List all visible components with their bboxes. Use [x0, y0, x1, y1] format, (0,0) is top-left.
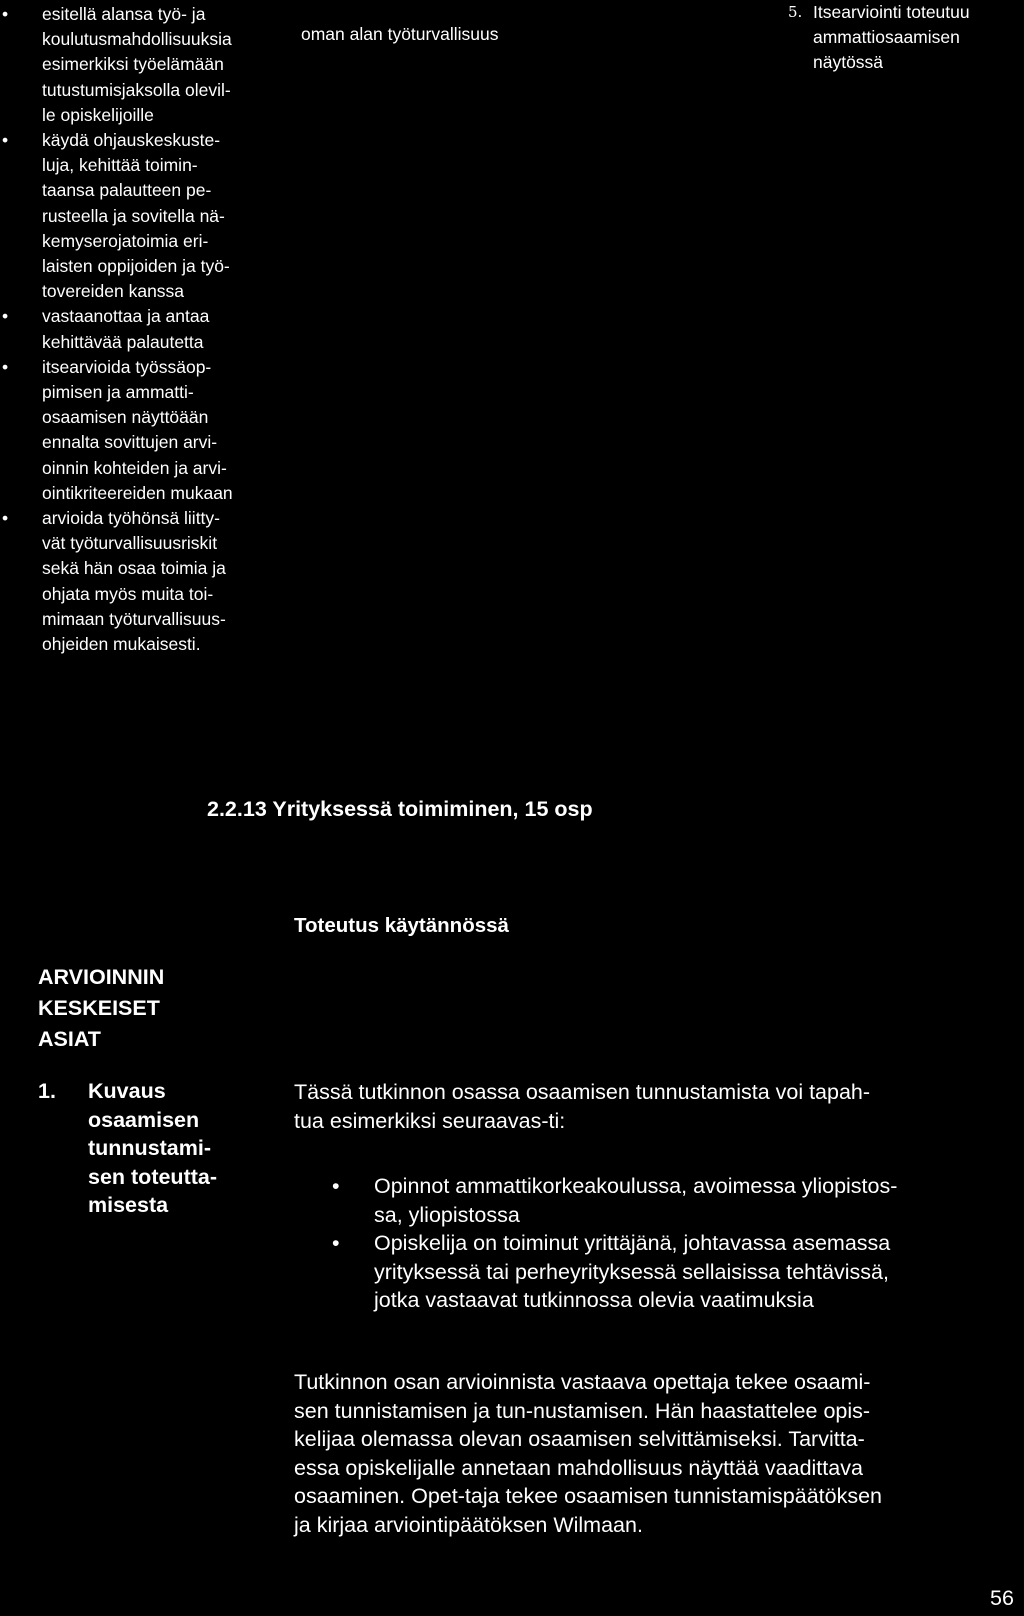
- item-line: Itsearviointi toteutuu: [813, 2, 970, 22]
- list-line: käydä ohjauskeskuste-: [42, 130, 221, 151]
- heading-line: ARVIOINNIN: [38, 965, 165, 989]
- list-line: ohjeiden mukaisesti.: [42, 634, 201, 655]
- paragraph-line: sen tunnistamisen ja tun-nustamisen. Hän haastattelee opis-: [294, 1398, 871, 1423]
- list-line: vät työturvallisuusriskit: [42, 533, 218, 554]
- heading-line: KESKEISET: [38, 996, 160, 1020]
- list-line: vastaanottaa ja antaa: [42, 306, 210, 327]
- list-line: esimerkiksi työelämään: [42, 54, 224, 75]
- list-line: oinnin kohteiden ja arvi-: [42, 457, 227, 478]
- criterion-number: 1.: [38, 1079, 56, 1103]
- section-heading: 2.2.13 Yrityksessä toimiminen, 15 osp: [207, 797, 593, 821]
- assessment-heading: [38, 962, 238, 1055]
- list-item: [294, 1229, 1024, 1315]
- list-line: Opinnot ammattikorkeakoulussa, avoimessa yliopistos-: [374, 1174, 898, 1198]
- list-line: esitellä alansa työ- ja: [42, 4, 206, 24]
- criterion-line: Kuvaus: [88, 1079, 166, 1103]
- criterion-line: sen toteutta-: [88, 1164, 217, 1189]
- list-line: le opiskelijoille: [42, 104, 154, 125]
- paragraph-line: kelijaa olemassa olevan osaamisen selvittämiseksi. Tarvitta-: [294, 1427, 865, 1451]
- description-paragraph: [294, 1368, 1024, 1539]
- list-line: tovereiden kanssa: [42, 281, 185, 302]
- paragraph-line: Tutkinnon osan arvioinnista vastaava opettaja tekee osaami-: [294, 1370, 871, 1394]
- list-line: arvioida työhönsä liitty-: [42, 508, 220, 529]
- list-line: laisten oppijoiden ja työ-: [42, 256, 230, 277]
- list-item: [294, 1172, 1024, 1229]
- page-number: 56: [990, 1586, 1014, 1610]
- item-line: näytössä: [813, 52, 884, 73]
- list-line: ohjata myös muita toi-: [42, 583, 214, 604]
- list-line: kehittävää palautetta: [42, 331, 204, 352]
- criterion-text: [88, 1077, 248, 1220]
- list-line: mimaan työturvallisuus-: [42, 608, 226, 629]
- bullet-icon: •: [332, 1231, 340, 1255]
- list-line: itsearvioida työssäop-: [42, 356, 212, 377]
- criterion-line: osaamisen: [88, 1107, 200, 1132]
- list-line: luja, kehittää toimin-: [42, 155, 198, 176]
- paragraph-line: osaaminen. Opet-taja tekee osaamisen tunnistamispäätöksen: [294, 1484, 883, 1508]
- list-line: sa, yliopistossa: [374, 1202, 520, 1227]
- list-item: [0, 304, 300, 354]
- paragraph-line: ja kirjaa arviointipäätöksen Wilmaan.: [294, 1512, 643, 1537]
- list-line: ennalta sovittujen arvi-: [42, 432, 218, 453]
- intro-line: tua esimerkiksi seuraavas-ti:: [294, 1108, 566, 1133]
- list-line: taansa palautteen pe-: [42, 180, 212, 201]
- item-line: ammattiosaamisen: [813, 27, 960, 48]
- list-line: rusteella ja sovitella nä-: [42, 205, 225, 226]
- bullet-icon: •: [2, 4, 9, 24]
- list-item: [0, 2, 300, 128]
- paragraph-line: essa opiskelijalle annetaan mahdollisuus näyttää vaadittava: [294, 1455, 863, 1480]
- column-heading: Toteutus käytännössä: [294, 914, 509, 937]
- list-line: koulutusmahdollisuuksia: [42, 29, 232, 50]
- list-line: jotka vastaavat tutkinnossa olevia vaatimuksia: [374, 1288, 814, 1312]
- list-line: pimisen ja ammatti-: [42, 382, 194, 403]
- criterion-line: misesta: [88, 1193, 169, 1217]
- bullet-icon: •: [2, 508, 9, 529]
- list-line: kemyserojatoimia eri-: [42, 230, 209, 251]
- item-text: [813, 0, 1023, 76]
- list-line: sekä hän osaa toimia ja: [42, 558, 226, 579]
- bullet-icon: •: [2, 130, 9, 151]
- list-line: tutustumisjaksolla olevil-: [42, 79, 231, 100]
- bullet-icon: •: [2, 306, 9, 327]
- list-item: [0, 506, 300, 657]
- intro-text: [294, 1078, 1014, 1135]
- bullet-icon: •: [2, 356, 9, 377]
- middle-column-text: oman alan työturvallisuus: [301, 24, 499, 44]
- heading-line: ASIAT: [38, 1027, 101, 1051]
- criterion-line: tunnustami-: [88, 1136, 212, 1160]
- list-line: osaamisen näyttöään: [42, 407, 209, 428]
- list-line: Opiskelija on toiminut yrittäjänä, johtavassa asemassa: [374, 1231, 891, 1255]
- bullet-icon: •: [332, 1174, 340, 1198]
- list-line: yrityksessä tai perheyrityksessä sellaisissa tehtävissä,: [374, 1259, 889, 1284]
- examples-list: [294, 1172, 1024, 1315]
- item-number: 5.: [788, 3, 803, 21]
- list-line: ointikriteereiden mukaan: [42, 482, 233, 503]
- list-item: [0, 355, 300, 506]
- list-item: [0, 128, 300, 304]
- intro-line: Tässä tutkinnon osassa osaamisen tunnustamista voi tapah-: [294, 1080, 871, 1104]
- competence-list: [0, 2, 300, 657]
